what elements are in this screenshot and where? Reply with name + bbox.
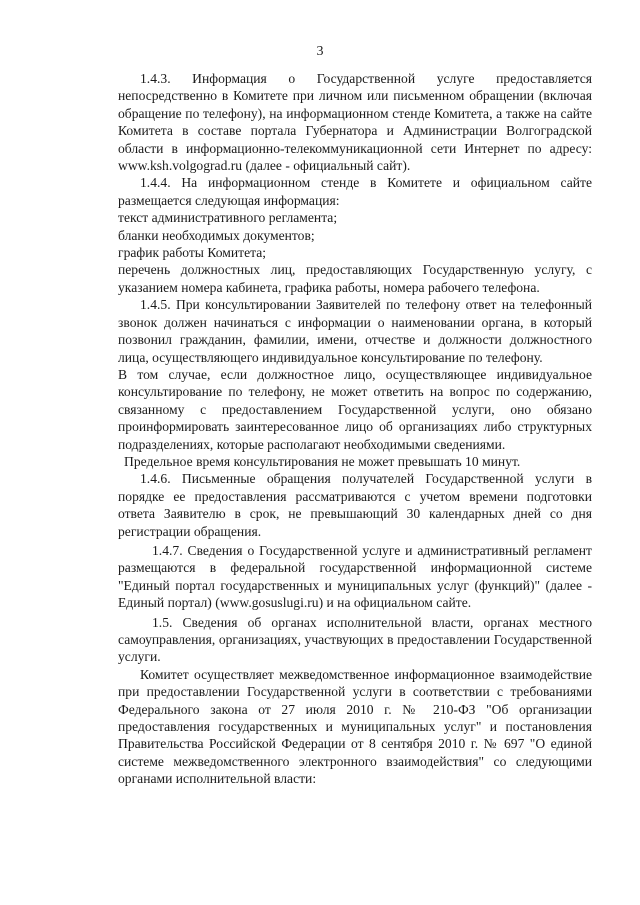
- list-item-schedule: график работы Комитета;: [118, 245, 267, 261]
- list-item-officials: перечень должностных лиц, предоставляющих Государственную услугу, с указанием номера кабинета, графика работы, номера рабочего телефона.: [118, 262, 592, 295]
- paragraph-committee-interaction: Комитет осуществляет межведомственное информационное взаимодействие при предоставлении Государственной услуги в соответствии с требованиями Федерального закона от 27 июля 2010 г. № 210-ФЗ "Об организации предоставления государственных и муниципальных услуг" и постановления Правительства Российской Федерации от 8 сентября 2010 г. № 697 "О единой системе межведомственного электронного взаимодействия" со следующими органами исполнительной власти:: [118, 666, 592, 787]
- paragraph-1-4-4: 1.4.4. На информационном стенде в Комитете и официальном сайте размещается следующая информация:: [118, 175, 592, 208]
- paragraph-1-4-3: 1.4.3. Информация о Государственной услуге предоставляется непосредственно в Комитете при личном или письменном обращении (включая обращение по телефону), на информационном стенде Комитета, а также на сайте Комитета в составе портала Губернатора и Администрации Волгоградской области в информационно-телекоммуникационной сети Интернет по адресу: www.ksh.volgograd.ru (далее - официальный сайт).: [118, 71, 592, 174]
- paragraph-cannot-answer: В том случае, если должностное лицо, осуществляющее индивидуальное консультирование по телефону, не может ответить на вопрос по содержанию, связанному с предоставлением Государственной услуги, оно обязано проинформировать заинтересованное лицо об организациях либо структурных подразделениях, которые располагают необходимыми сведениями.: [118, 366, 592, 452]
- paragraph-1-4-7: 1.4.7. Сведения о Государственной услуге и административный регламент размещаются в федеральной государственной информационной системе "Единый портал государственных и муниципальных услуг (функций)" (далее - Единый портал) (www.gosuslugi.ru) и на официальном сайте.: [118, 542, 592, 611]
- list-item-forms: бланки необходимых документов;: [118, 227, 315, 243]
- page-number: 3: [316, 44, 324, 59]
- paragraph-1-4-5: 1.4.5. При консультировании Заявителей по телефону ответ на телефонный звонок должен начинаться с информации о наименовании органа, в который позвонил гражданин, фамилии, имени, отчестве и должности должностного лица, осуществляющего индивидуальное консультирование по телефону.: [118, 297, 592, 365]
- list-item-regulation-text: текст административного регламента;: [118, 210, 338, 226]
- document-body: [118, 70, 592, 788]
- paragraph-1-4-6: 1.4.6. Письменные обращения получателей Государственной услуги в порядке ее предоставления рассматриваются с учетом времени подготовки ответа Заявителю в срок, не превышающий 30 календарных дней со дня регистрации обращения.: [118, 471, 592, 539]
- paragraph-1-5: 1.5. Сведения об органах исполнительной власти, органах местного самоуправления, организациях, участвующих в предоставлении Государственной услуги.: [118, 614, 592, 665]
- paragraph-time-limit: Предельное время консультирования не может превышать 10 минут.: [124, 453, 521, 469]
